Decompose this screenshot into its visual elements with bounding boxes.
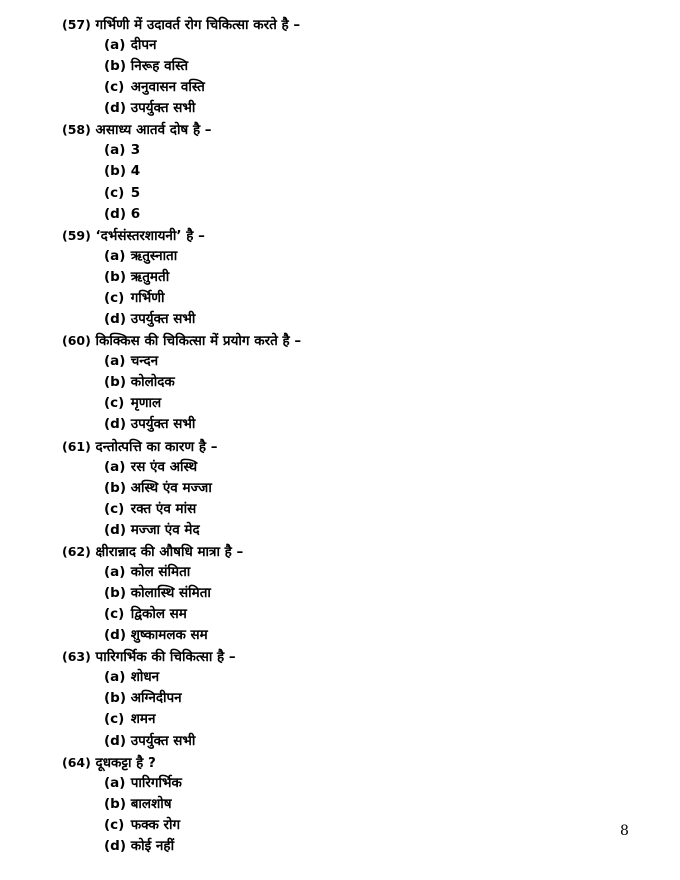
option-label: (b) bbox=[104, 374, 127, 391]
question-line bbox=[62, 225, 622, 246]
option-text: ऋतुस्नाता bbox=[130, 247, 178, 264]
option-b bbox=[62, 794, 622, 815]
question-line bbox=[62, 119, 622, 140]
question-text: पारिगर्भिक की चिकित्सा है – bbox=[95, 649, 236, 666]
option-text: रक्त एंव मांस bbox=[130, 500, 197, 517]
question-number: (60) bbox=[62, 333, 91, 349]
option-label: (c) bbox=[104, 606, 125, 623]
option-c bbox=[62, 77, 622, 98]
option-text: बालशोष bbox=[130, 795, 172, 812]
option-d bbox=[62, 204, 622, 225]
option-c bbox=[62, 183, 622, 204]
page-number: 8 bbox=[620, 823, 629, 839]
question-text: किक्किस की चिकित्सा में प्रयोग करते है – bbox=[95, 333, 302, 350]
option-text: द्विकोल सम bbox=[130, 606, 187, 623]
option-list bbox=[62, 562, 622, 646]
option-label: (a) bbox=[104, 774, 126, 791]
option-a bbox=[62, 35, 622, 56]
option-label: (a) bbox=[104, 458, 126, 475]
option-label: (d) bbox=[104, 416, 127, 433]
option-label: (d) bbox=[104, 732, 127, 749]
option-label: (b) bbox=[104, 690, 127, 707]
option-b bbox=[62, 372, 622, 393]
option-label: (d) bbox=[104, 837, 127, 854]
option-text: कोई नहीं bbox=[130, 837, 175, 854]
question-line bbox=[62, 330, 622, 351]
option-text: चन्दन bbox=[130, 353, 159, 370]
option-a bbox=[62, 246, 622, 267]
option-label: (c) bbox=[104, 289, 125, 306]
option-label: (a) bbox=[104, 37, 126, 53]
option-label: (a) bbox=[104, 142, 126, 159]
question-59 bbox=[62, 225, 622, 330]
question-number: (63) bbox=[62, 649, 91, 665]
question-number: (59) bbox=[62, 227, 91, 243]
option-label: (b) bbox=[104, 479, 127, 496]
option-a bbox=[62, 140, 622, 161]
option-label: (c) bbox=[104, 500, 125, 517]
option-b bbox=[62, 583, 622, 604]
option-label: (b) bbox=[104, 795, 127, 812]
option-a bbox=[62, 667, 622, 688]
question-text: क्षीरान्नाद की औषधि मात्रा है – bbox=[95, 543, 244, 560]
option-c bbox=[62, 604, 622, 625]
option-c bbox=[62, 288, 622, 309]
option-d bbox=[62, 731, 622, 752]
option-text: उपर्युक्त सभी bbox=[130, 732, 196, 749]
question-line bbox=[62, 541, 622, 562]
question-62 bbox=[62, 541, 622, 646]
question-number: (58) bbox=[62, 122, 91, 138]
option-a bbox=[62, 562, 622, 583]
question-line bbox=[62, 436, 622, 457]
option-text: कोलोदक bbox=[130, 374, 175, 391]
option-label: (d) bbox=[104, 100, 127, 117]
option-text: कोल संमिता bbox=[130, 563, 191, 580]
option-label: (c) bbox=[104, 395, 125, 412]
option-list bbox=[62, 457, 622, 541]
option-text: उपर्युक्त सभी bbox=[130, 100, 196, 117]
option-list bbox=[62, 667, 622, 751]
question-number: (64) bbox=[62, 754, 91, 770]
question-57 bbox=[62, 14, 622, 119]
question-text: असाध्य आतर्व दोष है – bbox=[95, 122, 212, 139]
option-label: (c) bbox=[104, 711, 125, 728]
option-label: (a) bbox=[104, 353, 126, 370]
option-b bbox=[62, 478, 622, 499]
option-label: (a) bbox=[104, 563, 126, 580]
option-text: दीपन bbox=[130, 37, 157, 53]
option-label: (b) bbox=[104, 584, 127, 601]
question-number: (61) bbox=[62, 438, 91, 454]
option-text: अनुवासन वस्ति bbox=[130, 79, 205, 96]
option-b bbox=[62, 56, 622, 77]
option-text: उपर्युक्त सभी bbox=[130, 311, 196, 328]
question-64 bbox=[62, 752, 622, 857]
option-label: (c) bbox=[104, 816, 125, 833]
option-list bbox=[62, 35, 622, 119]
option-text: शमन bbox=[130, 711, 156, 728]
option-list bbox=[62, 246, 622, 330]
option-a bbox=[62, 457, 622, 478]
question-text: ‘दर्भसंस्तरशायनी’ है – bbox=[95, 227, 205, 244]
option-text: शोधन bbox=[130, 669, 160, 686]
option-label: (b) bbox=[104, 58, 127, 75]
question-text: दूधकट्टा है ? bbox=[95, 754, 156, 771]
option-text: अग्निदीपन bbox=[130, 690, 182, 707]
option-text: रस एंव अस्थि bbox=[130, 458, 198, 475]
option-b bbox=[62, 161, 622, 182]
option-d bbox=[62, 625, 622, 646]
question-text: दन्तोत्पत्ति का कारण है – bbox=[95, 438, 218, 455]
option-d bbox=[62, 98, 622, 119]
option-d bbox=[62, 309, 622, 330]
option-label: (d) bbox=[104, 311, 127, 328]
option-text: 4 bbox=[130, 163, 141, 180]
option-label: (b) bbox=[104, 268, 127, 285]
option-text: कोलास्थि संमिता bbox=[130, 584, 211, 601]
question-number: (62) bbox=[62, 543, 91, 559]
option-label: (b) bbox=[104, 163, 127, 180]
option-list bbox=[62, 773, 622, 857]
question-63 bbox=[62, 646, 622, 751]
option-label: (c) bbox=[104, 184, 125, 201]
question-line bbox=[62, 14, 622, 35]
question-number: (57) bbox=[62, 17, 91, 32]
option-text: ऋतुमती bbox=[130, 268, 170, 285]
option-text: 5 bbox=[130, 184, 141, 201]
question-line bbox=[62, 752, 622, 773]
option-text: गर्भिणी bbox=[130, 289, 165, 306]
question-58 bbox=[62, 119, 622, 224]
question-60 bbox=[62, 330, 622, 435]
option-b bbox=[62, 688, 622, 709]
option-c bbox=[62, 815, 622, 836]
option-text: उपर्युक्त सभी bbox=[130, 416, 196, 433]
option-list bbox=[62, 351, 622, 435]
option-c bbox=[62, 393, 622, 414]
option-c bbox=[62, 709, 622, 730]
option-text: 3 bbox=[130, 142, 141, 159]
option-text: मज्जा एंव मेद bbox=[130, 521, 200, 538]
option-d bbox=[62, 836, 622, 857]
question-61 bbox=[62, 436, 622, 541]
option-label: (d) bbox=[104, 627, 127, 644]
option-label: (a) bbox=[104, 247, 126, 264]
option-text: मृणाल bbox=[130, 395, 162, 412]
option-d bbox=[62, 414, 622, 435]
question-text: गर्भिणी में उदावर्त रोग चिकित्सा करते है – bbox=[95, 17, 301, 33]
option-c bbox=[62, 499, 622, 520]
option-text: अस्थि एंव मज्जा bbox=[130, 479, 212, 496]
option-b bbox=[62, 267, 622, 288]
option-d bbox=[62, 520, 622, 541]
option-text: पारिगर्भिक bbox=[130, 774, 182, 791]
option-text: फक्क रोग bbox=[130, 816, 181, 833]
option-a bbox=[62, 773, 622, 794]
question-list bbox=[62, 14, 622, 857]
option-a bbox=[62, 351, 622, 372]
option-label: (d) bbox=[104, 205, 127, 222]
option-label: (d) bbox=[104, 521, 127, 538]
option-text: 6 bbox=[130, 205, 141, 222]
option-text: निरूह वस्ति bbox=[130, 58, 189, 75]
option-label: (c) bbox=[104, 79, 125, 96]
option-text: शुष्कामलक सम bbox=[130, 627, 208, 644]
question-line bbox=[62, 646, 622, 667]
option-label: (a) bbox=[104, 669, 126, 686]
option-list bbox=[62, 140, 622, 224]
